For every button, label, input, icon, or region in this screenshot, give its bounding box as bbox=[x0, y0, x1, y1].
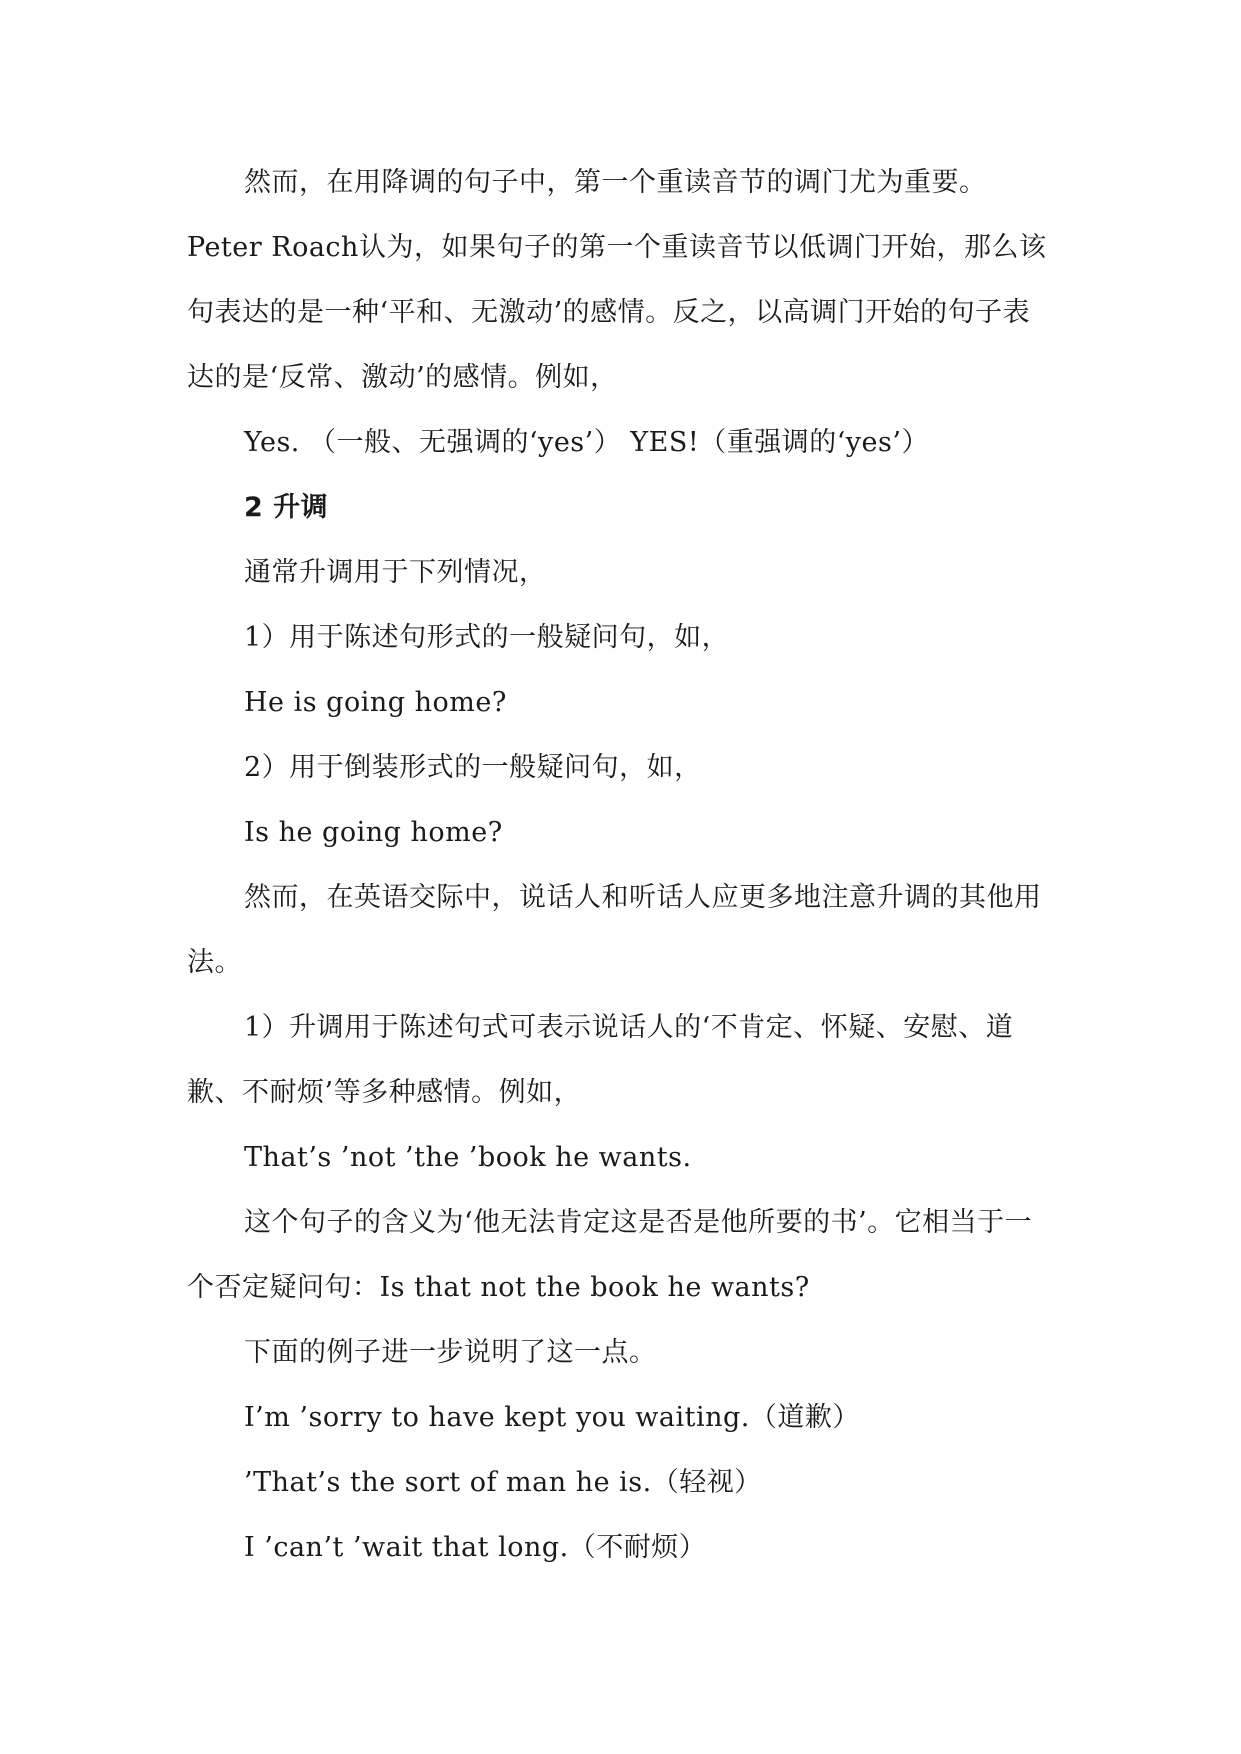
example-sorry: I’m ’sorry to have kept you waiting.（道歉） bbox=[244, 1402, 860, 1433]
list-item-2: 2）用于倒装形式的一般疑问句，如， bbox=[244, 752, 702, 783]
example-not-the-book: That’s ’not ’the ’book he wants. bbox=[244, 1142, 692, 1173]
section-heading-rising-tone: 2 升调 bbox=[244, 492, 329, 523]
example-yes: Yes. （一般、无强调的‘yes’） YES!（重强调的‘yes’） bbox=[244, 427, 929, 458]
paragraph-further-examples: 下面的例子进一步说明了这一点。 bbox=[244, 1337, 657, 1368]
document-page bbox=[187, 150, 1057, 1580]
paragraph-meaning: 这个句子的含义为‘他无法肯定这是否是他所要的书’。它相当于一个否定疑问句：Is that not the book he wants? bbox=[187, 1207, 1033, 1303]
list-item-1: 1）用于陈述句形式的一般疑问句，如， bbox=[244, 622, 730, 653]
example-sort-of-man: ’That’s the sort of man he is.（轻视） bbox=[244, 1467, 762, 1498]
example-is-he-going-home: Is he going home? bbox=[244, 817, 503, 848]
paragraph-rising-tone-usage: 通常升调用于下列情况， bbox=[244, 557, 547, 588]
example-cant-wait: I ’can’t ’wait that long.（不耐烦） bbox=[244, 1532, 707, 1563]
paragraph-statement-rising: 1）升调用于陈述句式可表示说话人的‘不肯定、怀疑、安慰、道歉、不耐烦’等多种感情。例如， bbox=[187, 1012, 1014, 1108]
example-he-is-going-home: He is going home? bbox=[244, 687, 507, 718]
paragraph-other-uses: 然而，在英语交际中，说话人和听话人应更多地注意升调的其他用法。 bbox=[187, 882, 1042, 978]
paragraph-falling-tone-key: 然而，在用降调的句子中，第一个重读音节的调门尤为重要。Peter Roach认为，如果句子的第一个重读音节以低调门开始，那么该句表达的是一种‘平和、无激动’的感情。反之，以高调门开始的句子表达的是‘反常、激动’的感情。例如， bbox=[187, 167, 1047, 393]
